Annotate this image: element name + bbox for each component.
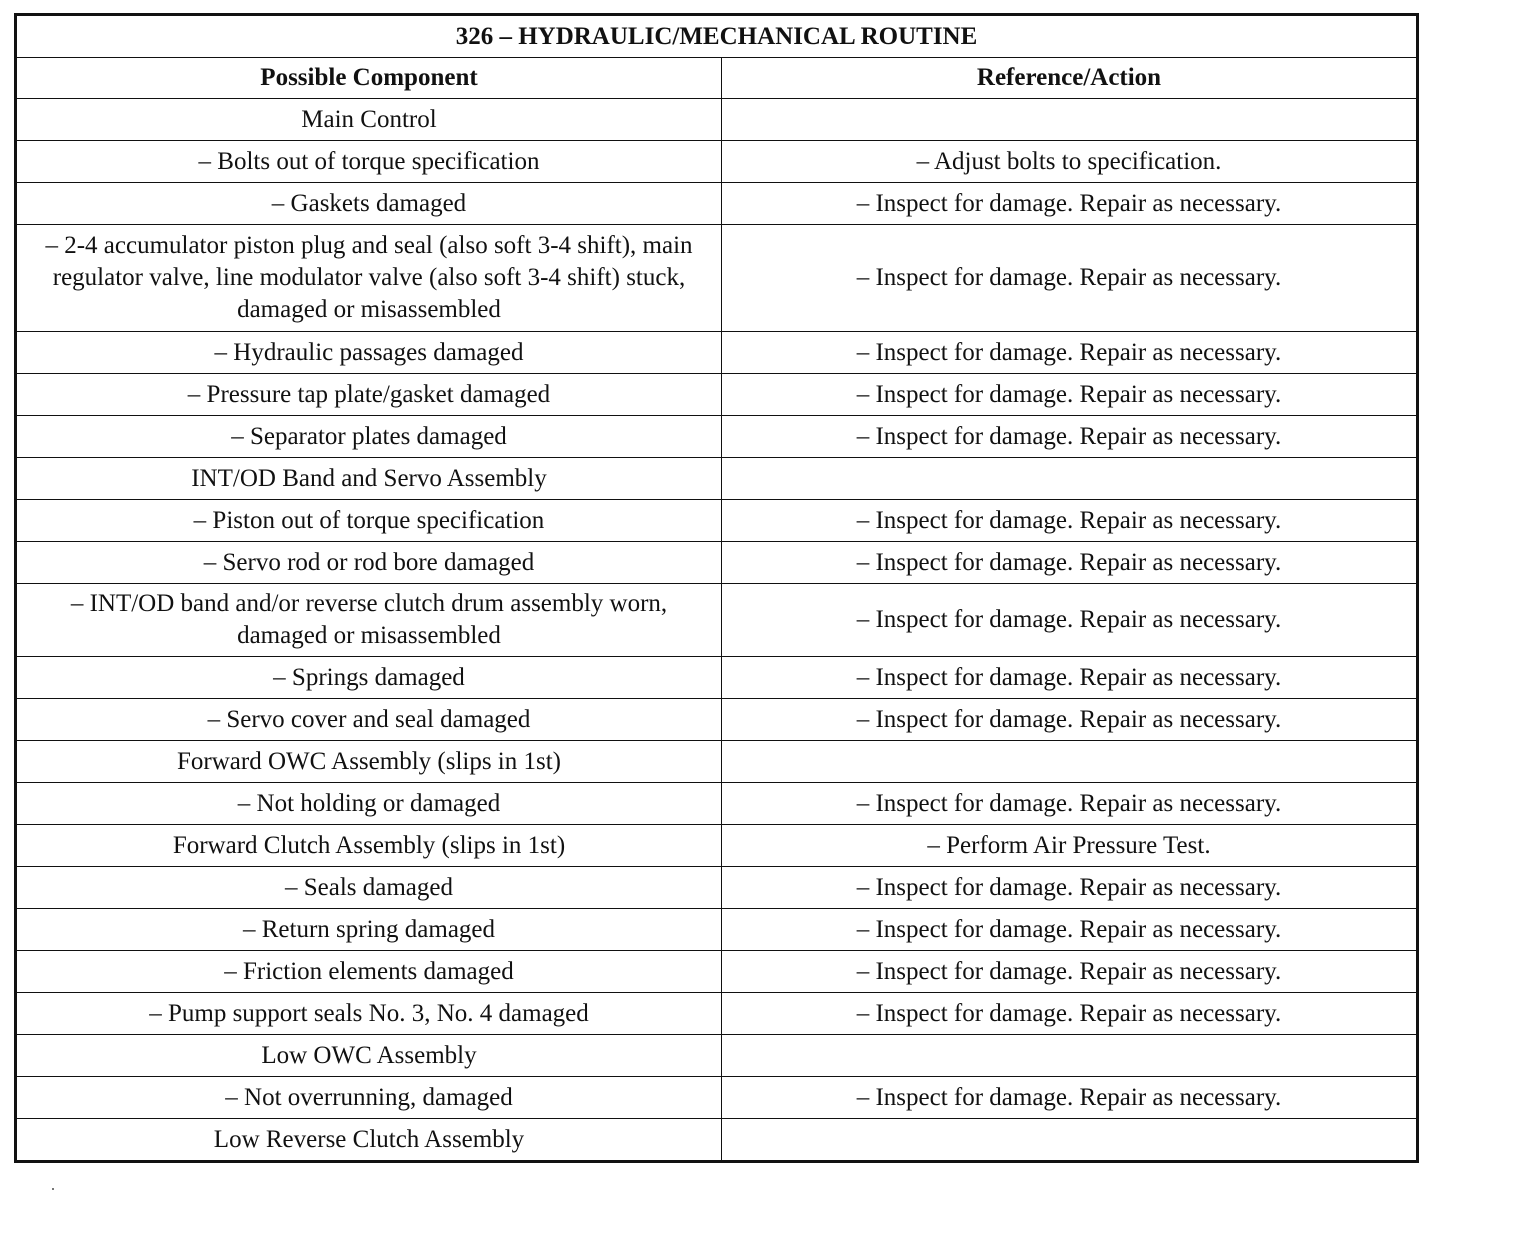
table-row — [17, 783, 1417, 825]
table-row — [17, 1119, 1417, 1161]
routine-table — [16, 15, 1417, 1161]
component-cell: – Piston out of torque specification — [17, 500, 722, 542]
action-cell: – Inspect for damage. Repair as necessary. — [722, 584, 1417, 657]
table-row — [17, 374, 1417, 416]
component-cell: – 2-4 accumulator piston plug and seal (also soft 3-4 shift), main regulator valve, line modulator valve (also soft 3-4 shift) stuck, damaged or misassembled — [17, 225, 722, 332]
component-cell: Forward OWC Assembly (slips in 1st) — [17, 741, 722, 783]
action-cell: – Perform Air Pressure Test. — [722, 825, 1417, 867]
table-row — [17, 993, 1417, 1035]
action-cell: – Inspect for damage. Repair as necessary. — [722, 416, 1417, 458]
table-row — [17, 542, 1417, 584]
table-row — [17, 416, 1417, 458]
action-cell: – Inspect for damage. Repair as necessary. — [722, 993, 1417, 1035]
action-cell: – Inspect for damage. Repair as necessary. — [722, 657, 1417, 699]
component-cell: – Springs damaged — [17, 657, 722, 699]
table-row — [17, 699, 1417, 741]
action-cell: – Inspect for damage. Repair as necessary. — [722, 332, 1417, 374]
header-reference-action: Reference/Action — [722, 58, 1417, 99]
action-cell — [722, 458, 1417, 500]
table-row — [17, 500, 1417, 542]
action-cell: – Inspect for damage. Repair as necessary. — [722, 783, 1417, 825]
table-row — [17, 99, 1417, 141]
component-cell: – Seals damaged — [17, 867, 722, 909]
table-row — [17, 741, 1417, 783]
table-row — [17, 183, 1417, 225]
action-cell: – Inspect for damage. Repair as necessary. — [722, 1077, 1417, 1119]
component-cell: – INT/OD band and/or reverse clutch drum assembly worn, damaged or misassembled — [17, 584, 722, 657]
table-row — [17, 657, 1417, 699]
action-cell — [722, 1035, 1417, 1077]
component-cell: – Friction elements damaged — [17, 951, 722, 993]
action-cell: – Inspect for damage. Repair as necessary. — [722, 500, 1417, 542]
component-cell: – Gaskets damaged — [17, 183, 722, 225]
table-row — [17, 458, 1417, 500]
table-row — [17, 225, 1417, 332]
component-cell: – Not overrunning, damaged — [17, 1077, 722, 1119]
action-cell — [722, 741, 1417, 783]
scan-speck — [52, 1188, 54, 1190]
action-cell — [722, 99, 1417, 141]
header-possible-component: Possible Component — [17, 58, 722, 99]
table-row — [17, 825, 1417, 867]
table-row — [17, 1035, 1417, 1077]
component-cell: – Pressure tap plate/gasket damaged — [17, 374, 722, 416]
title-row — [17, 16, 1417, 58]
action-cell: – Inspect for damage. Repair as necessary. — [722, 542, 1417, 584]
component-cell: Forward Clutch Assembly (slips in 1st) — [17, 825, 722, 867]
action-cell: – Adjust bolts to specification. — [722, 141, 1417, 183]
table-row — [17, 951, 1417, 993]
component-cell: – Servo cover and seal damaged — [17, 699, 722, 741]
table-row — [17, 332, 1417, 374]
header-row — [17, 58, 1417, 99]
table-row — [17, 1077, 1417, 1119]
table-title: 326 – HYDRAULIC/MECHANICAL ROUTINE — [17, 16, 1417, 58]
component-cell: INT/OD Band and Servo Assembly — [17, 458, 722, 500]
table-row — [17, 909, 1417, 951]
component-cell: Main Control — [17, 99, 722, 141]
action-cell: – Inspect for damage. Repair as necessary. — [722, 699, 1417, 741]
table-row — [17, 584, 1417, 657]
component-cell: – Pump support seals No. 3, No. 4 damaged — [17, 993, 722, 1035]
component-cell: – Hydraulic passages damaged — [17, 332, 722, 374]
action-cell: – Inspect for damage. Repair as necessary. — [722, 183, 1417, 225]
component-cell: Low Reverse Clutch Assembly — [17, 1119, 722, 1161]
component-cell: – Bolts out of torque specification — [17, 141, 722, 183]
component-cell: – Return spring damaged — [17, 909, 722, 951]
action-cell: – Inspect for damage. Repair as necessary. — [722, 225, 1417, 332]
component-cell: – Servo rod or rod bore damaged — [17, 542, 722, 584]
action-cell: – Inspect for damage. Repair as necessary. — [722, 909, 1417, 951]
component-cell: – Not holding or damaged — [17, 783, 722, 825]
component-cell: – Separator plates damaged — [17, 416, 722, 458]
routine-table-frame — [14, 13, 1419, 1163]
table-row — [17, 141, 1417, 183]
component-cell: Low OWC Assembly — [17, 1035, 722, 1077]
action-cell — [722, 1119, 1417, 1161]
action-cell: – Inspect for damage. Repair as necessary. — [722, 951, 1417, 993]
table-row — [17, 867, 1417, 909]
action-cell: – Inspect for damage. Repair as necessary. — [722, 374, 1417, 416]
action-cell: – Inspect for damage. Repair as necessary. — [722, 867, 1417, 909]
